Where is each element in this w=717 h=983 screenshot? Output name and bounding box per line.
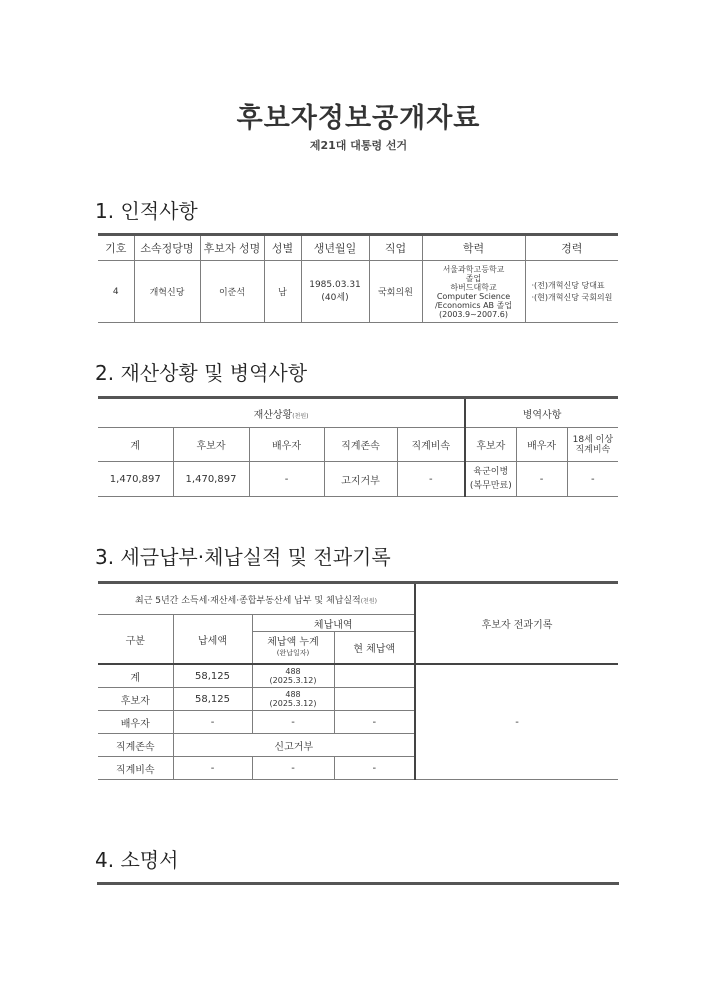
row-arrears-total xyxy=(252,664,334,688)
row-arrears-spouse: - xyxy=(252,711,334,734)
row-paid-spouse: - xyxy=(173,711,252,734)
property-spouse: - xyxy=(249,462,324,497)
section4-divider xyxy=(97,882,619,885)
education-line: 하버드대학교 xyxy=(450,282,497,292)
row-label-total: 계 xyxy=(98,664,173,688)
property-col-total: 계 xyxy=(98,428,173,462)
property-ascendant: 고지거부 xyxy=(324,462,397,497)
header-education: 학력 xyxy=(422,235,525,261)
row-label-ascendant: 직계존속 xyxy=(98,734,173,757)
property-header-label: 재산상황 xyxy=(253,409,293,421)
military-candidate xyxy=(465,462,516,497)
military-candidate-line2: (복무만료) xyxy=(469,481,512,491)
property-header xyxy=(98,398,465,428)
row-current-total xyxy=(334,664,415,688)
row-current-spouse: - xyxy=(334,711,415,734)
tax-unit: (천원) xyxy=(360,597,377,605)
cell-number: 4 xyxy=(98,261,134,323)
section2-title: 2. 재산상황 및 병역사항 xyxy=(95,361,308,385)
row-arrears-candidate xyxy=(252,688,334,711)
military-col-descendant-line2: 직계비속 xyxy=(575,444,611,455)
age-text: (40세) xyxy=(321,293,349,303)
education-line: Computer Science xyxy=(436,291,511,301)
header-name: 후보자 성명 xyxy=(200,235,264,261)
cell-career xyxy=(525,261,618,323)
row-label-candidate: 후보자 xyxy=(98,688,173,711)
military-col-candidate: 후보자 xyxy=(465,428,516,462)
header-job: 직업 xyxy=(369,235,422,261)
criminal-record: - xyxy=(415,664,618,780)
military-spouse: - xyxy=(516,462,567,497)
cell-education xyxy=(422,261,525,323)
tax-criminal-table xyxy=(98,581,618,780)
military-descendant: - xyxy=(567,462,618,497)
property-col-spouse: 배우자 xyxy=(249,428,324,462)
property-total: 1,470,897 xyxy=(98,462,173,497)
arrears-value: 488 xyxy=(285,667,301,676)
cell-name: 이준석 xyxy=(200,261,264,323)
tax-header xyxy=(98,583,415,615)
row-current-descendant: - xyxy=(334,757,415,780)
col-category: 구분 xyxy=(98,615,173,665)
row-current-candidate xyxy=(334,688,415,711)
cell-job: 국회의원 xyxy=(369,261,422,323)
col-paid: 납세액 xyxy=(173,615,252,665)
military-candidate-line1: 육군이병 xyxy=(473,467,509,477)
property-col-candidate: 후보자 xyxy=(173,428,249,462)
header-birth-date: 생년월일 xyxy=(301,235,369,261)
military-col-descendant xyxy=(567,428,618,462)
education-line: 졸업 xyxy=(465,273,482,283)
career-line: ·(현)개혁신당 국회의원 xyxy=(531,292,613,302)
row-label-descendant: 직계비속 xyxy=(98,757,173,780)
personal-info-table xyxy=(98,233,618,323)
header-career: 경력 xyxy=(525,235,618,261)
cell-birth-date xyxy=(301,261,369,323)
military-col-descendant-line1: 18세 이상 xyxy=(572,434,614,445)
military-header: 병역사항 xyxy=(465,398,618,428)
military-col-spouse: 배우자 xyxy=(516,428,567,462)
col-arrears-total-label: 체납액 누계 xyxy=(267,636,319,648)
document-title: 후보자정보공개자료 xyxy=(236,103,481,134)
row-paid-descendant: - xyxy=(173,757,252,780)
section4-title: 4. 소명서 xyxy=(95,848,179,872)
birth-date-text: 1985.03.31 xyxy=(309,280,361,290)
row-paid-candidate: 58,125 xyxy=(173,688,252,711)
col-arrears: 체납내역 xyxy=(252,615,415,632)
property-military-table xyxy=(98,396,618,497)
arrears-value: 488 xyxy=(285,690,301,699)
header-party: 소속정당명 xyxy=(134,235,200,261)
property-candidate: 1,470,897 xyxy=(173,462,249,497)
property-descendant: - xyxy=(397,462,465,497)
education-line: (2003.9~2007.6) xyxy=(439,309,508,319)
header-number: 기호 xyxy=(98,235,134,261)
col-arrears-total-note: (완납일자) xyxy=(276,648,310,657)
education-line: 서울과학고등학교 xyxy=(442,264,505,274)
row-label-spouse: 배우자 xyxy=(98,711,173,734)
row-ascendant-merged: 신고거부 xyxy=(173,734,415,757)
criminal-header: 후보자 전과기록 xyxy=(415,583,618,665)
cell-gender: 남 xyxy=(264,261,301,323)
document-subtitle: 제21대 대통령 선거 xyxy=(309,139,408,152)
section1-title: 1. 인적사항 xyxy=(95,199,198,223)
property-unit: (천원) xyxy=(292,412,309,420)
arrears-date: (2025.3.12) xyxy=(269,699,317,708)
header-gender: 성별 xyxy=(264,235,301,261)
property-col-ascendant: 직계존속 xyxy=(324,428,397,462)
col-current-arrears: 현 체납액 xyxy=(334,632,415,665)
property-col-descendant: 직계비속 xyxy=(397,428,465,462)
cell-party: 개혁신당 xyxy=(134,261,200,323)
arrears-date: (2025.3.12) xyxy=(269,676,317,685)
row-arrears-descendant: - xyxy=(252,757,334,780)
career-line: ·(전)개혁신당 당대표 xyxy=(531,280,605,290)
col-arrears-total xyxy=(252,632,334,665)
section3-title: 3. 세금납부·체납실적 및 전과기록 xyxy=(95,545,391,569)
education-line: /Economics AB 졸업 xyxy=(434,300,513,310)
tax-header-label: 최근 5년간 소득세·재산세·종합부동산세 납부 및 체납실적 xyxy=(135,595,361,606)
row-paid-total: 58,125 xyxy=(173,664,252,688)
